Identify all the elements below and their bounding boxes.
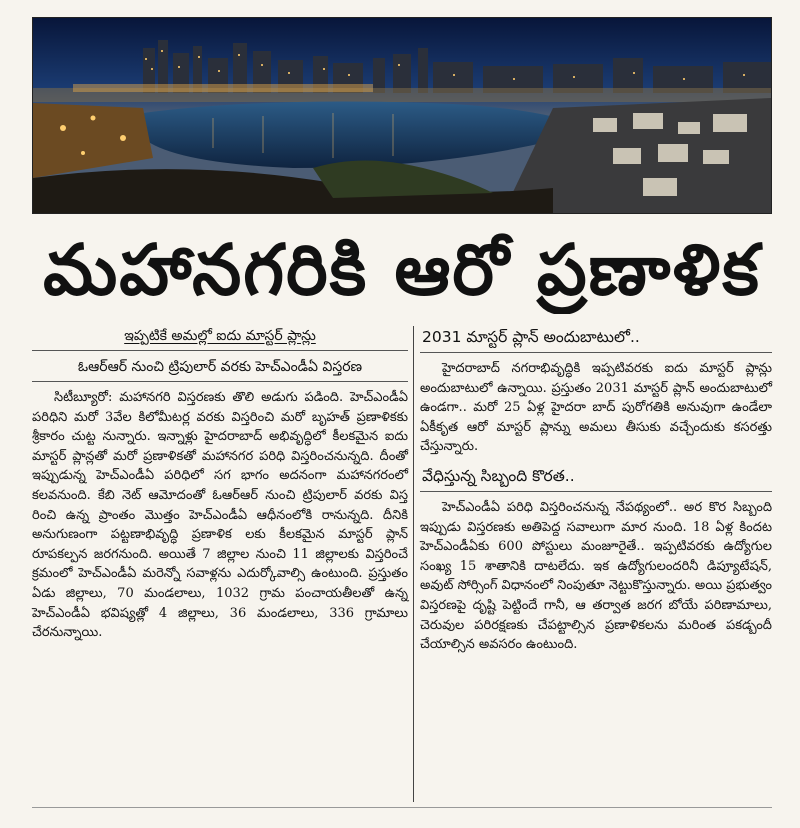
article-body-left: సిటీబ్యూరో: మహానగరి విస్తరణకు తొలి అడుగు పడింది. హెచ్ఎండీఏ పరిధిని మరో 3వేల కిలోమీటర్ల వరకు విస్తరించి మరో బృహత్ ప్రణాళికకు శ్రీకారం చుట్ట నున్నారు. ఇన్నాళ్లు హైదరాబాద్ అభివృద్ధిలో కీలకమైన ఐదు మాస్టర్ ప్లాన్లతో మరో ప్రణాళికతో మహానగర పరిధి విస్తరించనున్నది. దీంతో ఇప్పుడున్న హెచ్ఎండీఏ పరిధిలో సగ భాగం అదనంగా మహానగరంలో కలవనుంది. కేబి నెట్ ఆమోదంతో ఓఆర్ఆర్ నుంచి ట్రిపులార్ వరకు విస్త రించి ఉన్న ప్రాంతం మొత్తం హెచ్ఎండీఏ ఆధీనంలోకి రానున్నది. దీనికి అనుగుణంగా పట్టణాభివృద్ధి ప్రణాళిక లకు కీలకమైన మాస్టర్ ప్లాన్ రూపకల్పన జరగనుంది. అయితే 7 జిల్లాల నుంచి 11 జిల్లాలకు విస్తరించే క్రమంలో హెచ్ఎండీఏ మరెన్నో సవాళ్లను ఎదుర్కోవాల్సి ఉంటుంది. ప్రస్తుతం ఏడు జిల్లాలు, 70 మండలాలు, 1032 గ్రామ పంచాయతీలతో ఉన్న హెచ్ఎండీఏ భవిష్యత్లో 4 జిల్లాలు, 36 మండలాలు, 336 గ్రామాలు చేరనున్నాయి.: [32, 390, 408, 641]
kicker-2031-plan: 2031 మాస్టర్ ప్లాన్ అందుబాటులో..: [422, 328, 640, 346]
left-column: [32, 326, 408, 643]
bottom-rule: [32, 807, 772, 808]
kicker-staff-shortage: వేధిస్తున్న సిబ్బంది కొరత..: [422, 466, 575, 485]
right-column: [420, 326, 772, 655]
skyline-illustration: [33, 18, 771, 213]
headline: మహానగరికి ఆరో ప్రణాళిక: [43, 229, 761, 311]
city-night-photo: [32, 17, 772, 214]
divider: [420, 352, 772, 353]
article-body-right-1: హైదరాబాద్ నగరాభివృద్ధికి ఇప్పటివరకు ఐదు మాస్టర్ ప్లాన్లు అందుబాటులో ఉన్నాయి. ప్రస్తుతం 2031 మాస్టర్ ప్లాన్ అందుబాటులో ఉండగా.. మరో 25 ఏళ్ల హైదరా బాద్ పురోగతికి అనువుగా ఉండేలా ఏకీకృత ఆరో మాస్టర్ ప్లాన్ను అమలు తీసుకు వచ్చేందుకు కసరత్తు చేస్తున్నారు.: [420, 361, 772, 455]
divider: [420, 491, 772, 492]
divider: [32, 381, 408, 382]
article-body-right-2: హెచ్ఎండీఏ పరిధి విస్తరించనున్న నేపథ్యంలో.. అర కొర సిబ్బంది ఇప్పుడు విస్తరణకు అతిపెద్ద సవాలుగా మార నుంది. 18 ఏళ్ల కిందట హెచ్ఎండీఏకు 600 పోస్టులు మంజూరైతే.. ఇప్పటివరకు ఉద్యోగుల సంఖ్య 15 శాతానికి దాటలేదు. ఇక ఉద్యోగులందరినీ డిప్యూటేషన్, అవుట్ సోర్సింగ్ విధానంలో నింపుతూ నెట్టుకొస్తున్నారు. అయి ప్రభుత్వం విస్తరణపై దృష్టి పెట్టిందే గానీ, ఆ తర్వాత జరగ బోయే పరిణామాలు, చెరువుల పరిరక్షణకు చేపట్టాల్సిన ప్రణాళికలను మరింత పకడ్బందీ చేయాల్సిన అవసరం ఉంటుంది.: [420, 499, 772, 653]
divider: [32, 350, 408, 351]
column-divider: [413, 326, 414, 802]
subhead-master-plans: ఇప్పటికే అమల్లో ఐదు మాస్టర్ ప్లాన్లు: [124, 328, 316, 344]
subhead-hmda-expansion: ఓఆర్ఆర్ నుంచి ట్రిపులార్ వరకు హెచ్ఎండీఏ విస్తరణ: [77, 359, 363, 375]
